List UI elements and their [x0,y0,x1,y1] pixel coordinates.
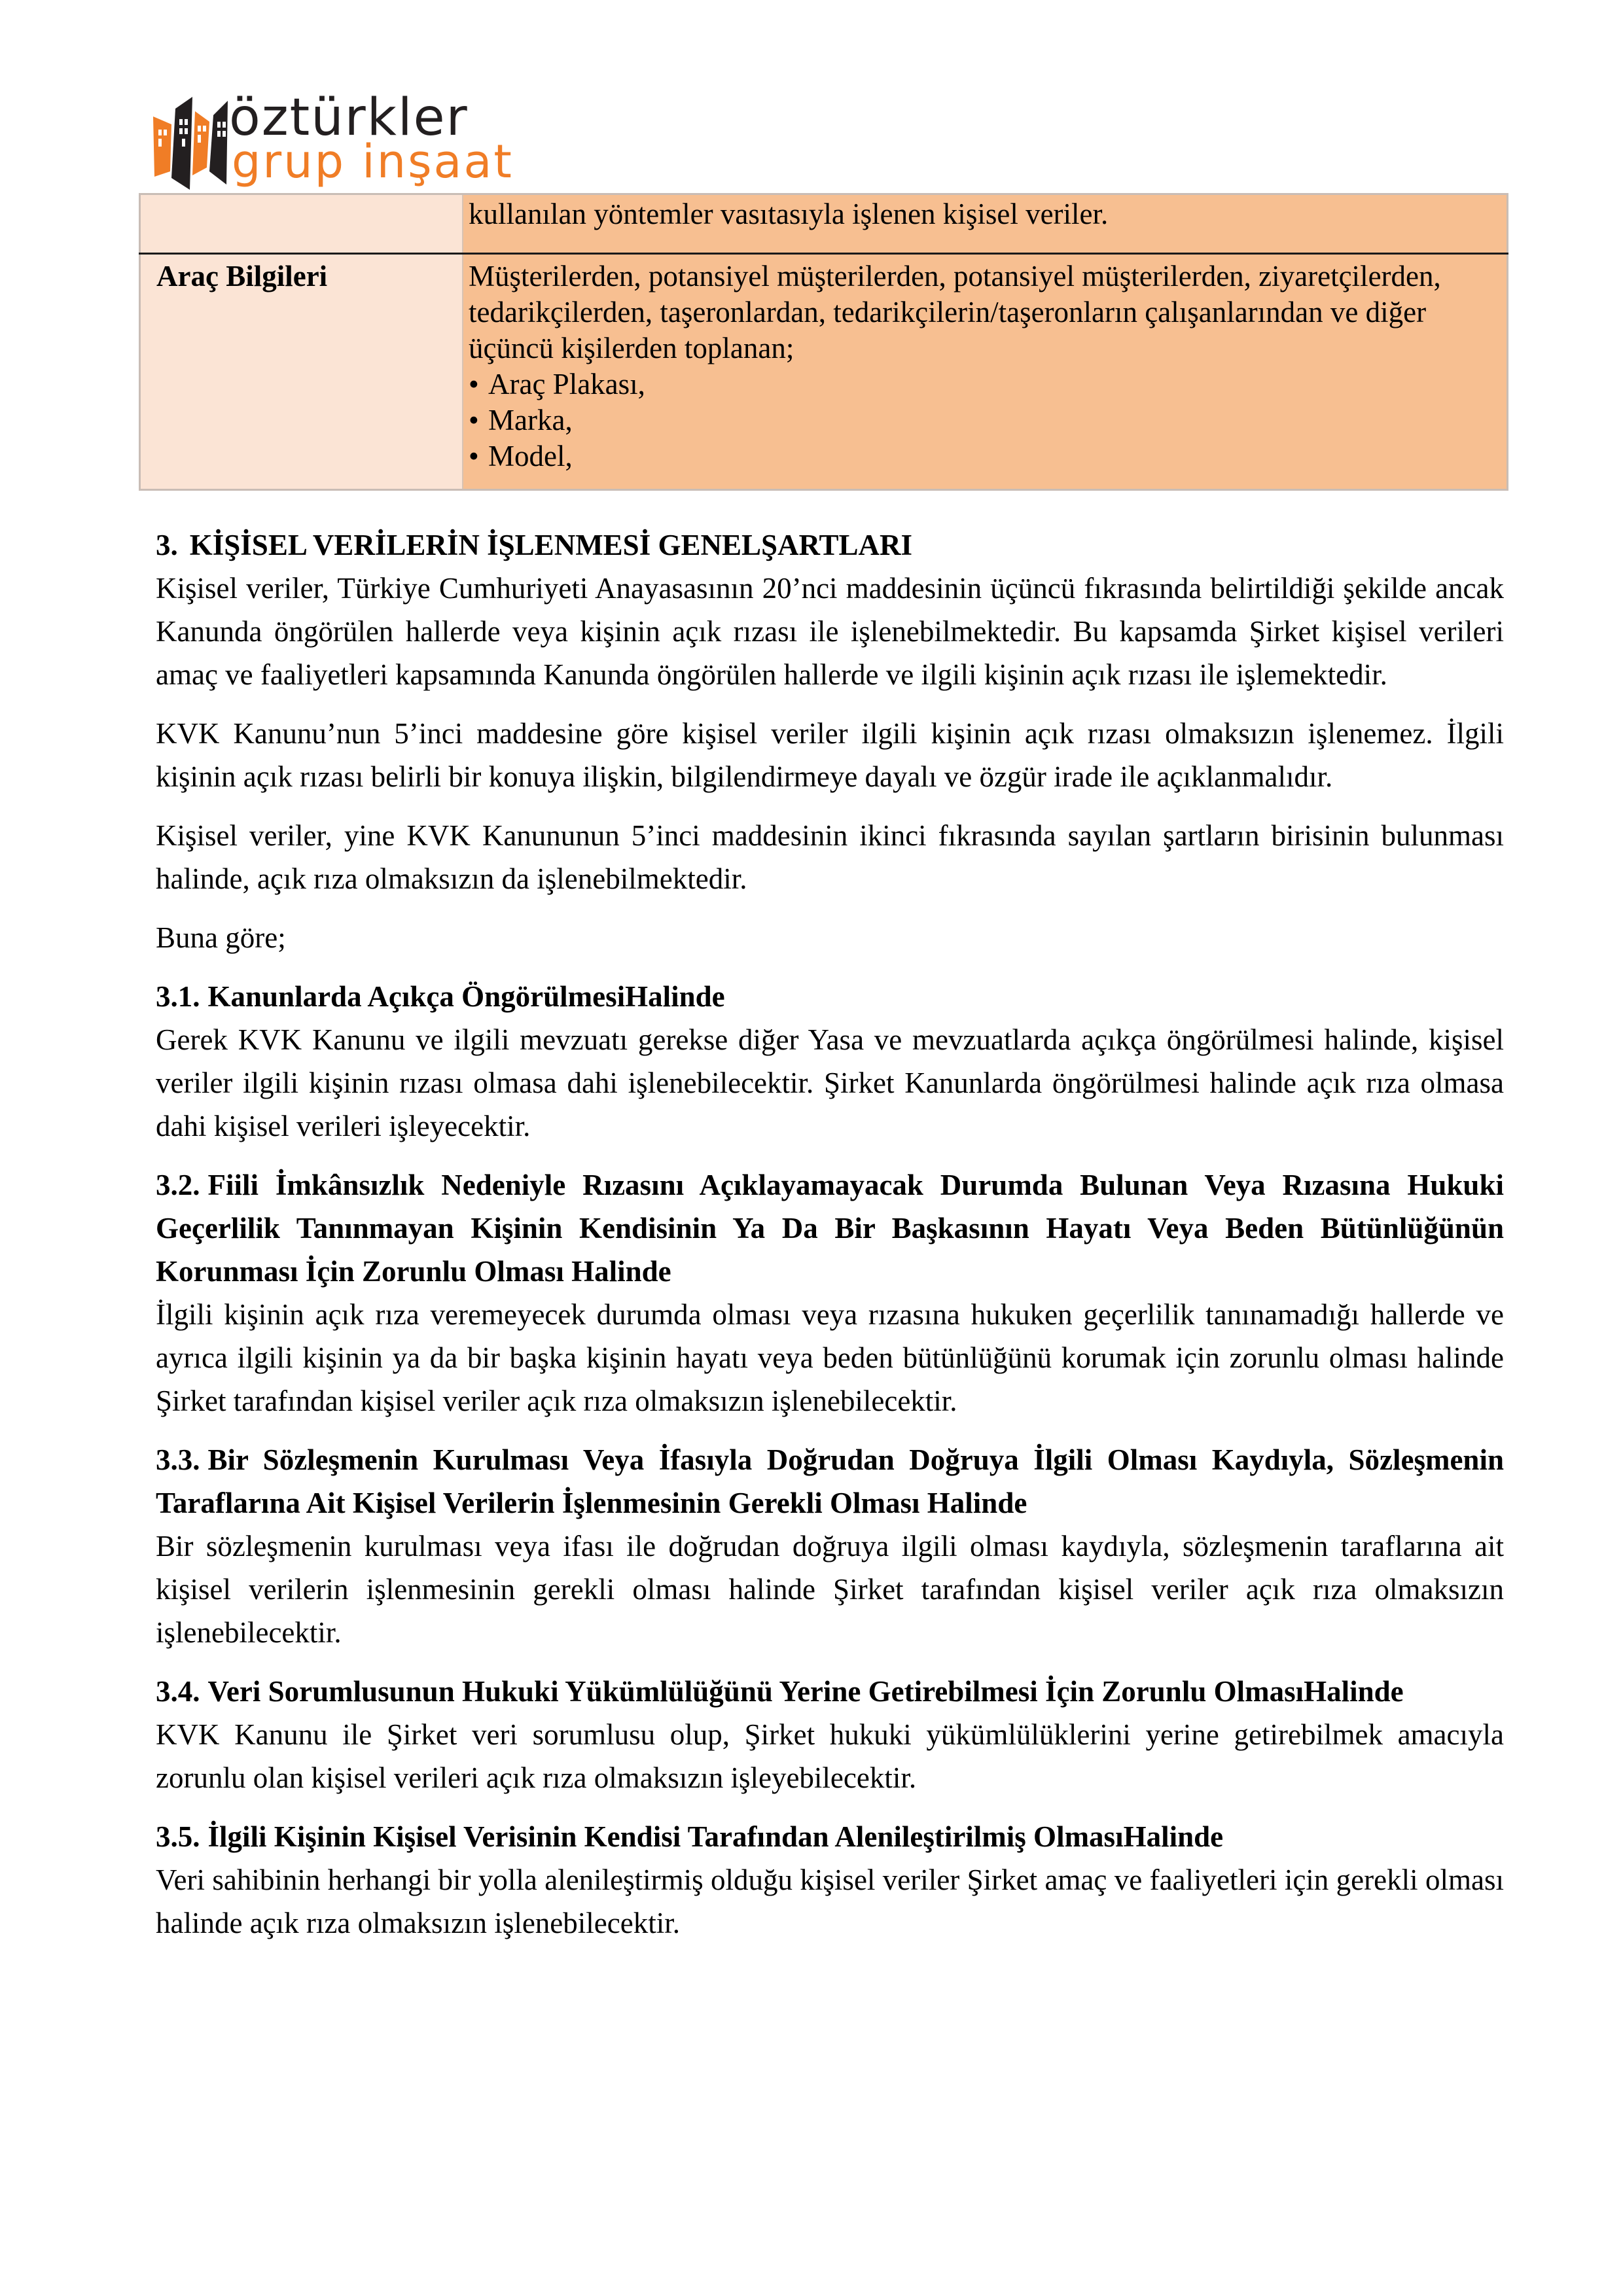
paragraph: KVK Kanunu’nun 5’inci maddesine göre kişisel veriler ilgili kişinin açık rızası olmaksızın işlenemez. İlgili kişinin açık rızası belirli bir konuya ilişkin, bilgilendirmeye dayalı ve özgür irade ile açıklanmalıdır. [156,717,1504,793]
table-row [140,254,1508,490]
subsection-body: Veri sahibinin herhangi bir yolla alenileştirmiş olduğu kişisel veriler Şirket amaç ve faaliyetleri için gerekli olması halinde açık rıza olmaksızın işlenebilecektir. [156,1863,1504,1939]
list-item: • Araç Plakası, [469,366,1507,402]
paragraph: Kişisel veriler, Türkiye Cumhuriyeti Anayasasının 20’nci maddesinin üçüncü fıkrasında belirtildiği şekilde ancak Kanunda öngörülen hallerde veya kişinin açık rızası ile işlenebilmektedir. Bu kapsamda Şirket kişisel verileri amaç ve faaliyetleri kapsamında Kanunda öngörülen hallerde ve ilgili kişinin açık rızası ile işlemektedir. [156,572,1504,691]
table-label-arac-bilgileri: Araç Bilgileri [156,260,328,292]
logo-brand-name: öztürkler [229,88,469,147]
bullet-icon: • [469,368,479,400]
data-category-table [139,193,1508,491]
table-value-text: Müşterilerden, potansiyel müşterilerden, potansiyel müşterilerden, ziyaretçilerden, tedarikçilerden, taşeronlardan, tedarikçilerin/taşeronların çalışanlarından ve diğer üçüncü kişilerden toplanan; [469,260,1441,364]
document-body [156,523,1504,1945]
table-value-cell [463,254,1508,490]
subsection-heading-3-2: 3.2. Fiili İmkânsızlık Nedeniyle Rızasını Açıklayamayacak Durumda Bulunan Veya Rızasına Hukuki Geçerlilik Tanınmayan Kişinin Kendisinin Ya Da Bir Başkasının Hayatı Veya Beden Bütünlüğünün Korunması İçin Zorunlu Olması Halinde [156,1169,1504,1288]
subsection-body: KVK Kanunu ile Şirket veri sorumlusu olup, Şirket hukuki yükümlülüklerini yerine getirebilmek amacıyla zorunlu olan kişisel verileri açık rıza olmaksızın işleyebilecektir. [156,1718,1504,1794]
subsection-heading-3-4: 3.4. Veri Sorumlusunun Hukuki Yükümlülüğünü Yerine Getirebilmesi İçin Zorunlu OlmasıHalinde [156,1675,1404,1708]
subsection-heading-3-1: 3.1. Kanunlarda Açıkça ÖngörülmesiHalinde [156,980,725,1013]
logo-brand-subtitle: grup inşaat [232,135,514,188]
table-label-cell [140,254,463,490]
paragraph: Buna göre; [156,921,286,954]
paragraph: Kişisel veriler, yine KVK Kanununun 5’inci maddesinin ikinci fıkrasında sayılan şartların birisinin bulunması halinde, açık rıza olmaksızın da işlenebilmektedir. [156,819,1504,895]
list-item: • Marka, [469,402,1507,438]
bullet-icon: • [469,440,479,472]
section-heading: 3. KİŞİSEL VERİLERİN İŞLENMESİ GENELŞARTLARI [156,529,912,561]
table-row [140,194,1508,254]
subsection-body: Gerek KVK Kanunu ve ilgili mevzuatı gerekse diğer Yasa ve mevzuatlarda açıkça öngörülmesi halinde, kişisel veriler ilgili kişinin rızası olmasa dahi işlenebilecektir. Şirket Kanunlarda öngörülmesi halinde açık rıza olmasa dahi kişisel verileri işleyecektir. [156,1023,1504,1142]
list-item: • Model, [469,438,1507,474]
subsection-heading-3-3: 3.3. Bir Sözleşmenin Kurulması Veya İfasıyla Doğrudan Doğruya İlgili Olması Kaydıyla, Sözleşmenin Taraflarına Ait Kişisel Verilerin İşlenmesinin Gerekli Olması Halinde [156,1443,1504,1519]
subsection-body: Bir sözleşmenin kurulması veya ifası ile doğrudan doğruya ilgili olması kaydıyla, sözleşmenin taraflarına ait kişisel verilerin işlenmesinin gerekli olması halinde Şirket tarafından kişisel veriler açık rıza olmaksızın işlenebilecektir. [156,1530,1504,1649]
bullet-icon: • [469,404,479,436]
buildings-icon [152,92,230,196]
table-value-cell [463,194,1508,254]
subsection-body: İlgili kişinin açık rıza veremeyecek durumda olması veya rızasına hukuken geçerlilik tanınamadığı hallerde ve ayrıca ilgili kişinin ya da bir başka kişinin hayatı veya beden bütünlüğünü korumak için zorunlu olması halinde Şirket tarafından kişisel veriler açık rıza olmaksızın işlenebilecektir. [156,1298,1504,1417]
bullet-list [469,366,1507,474]
table-value-text: kullanılan yöntemler vasıtasıyla işlenen kişisel veriler. [469,198,1109,230]
table-label-cell [140,194,463,254]
subsection-heading-3-5: 3.5. İlgili Kişinin Kişisel Verisinin Kendisi Tarafından Alenileştirilmiş OlmasıHalinde [156,1820,1224,1853]
company-logo [152,88,531,196]
